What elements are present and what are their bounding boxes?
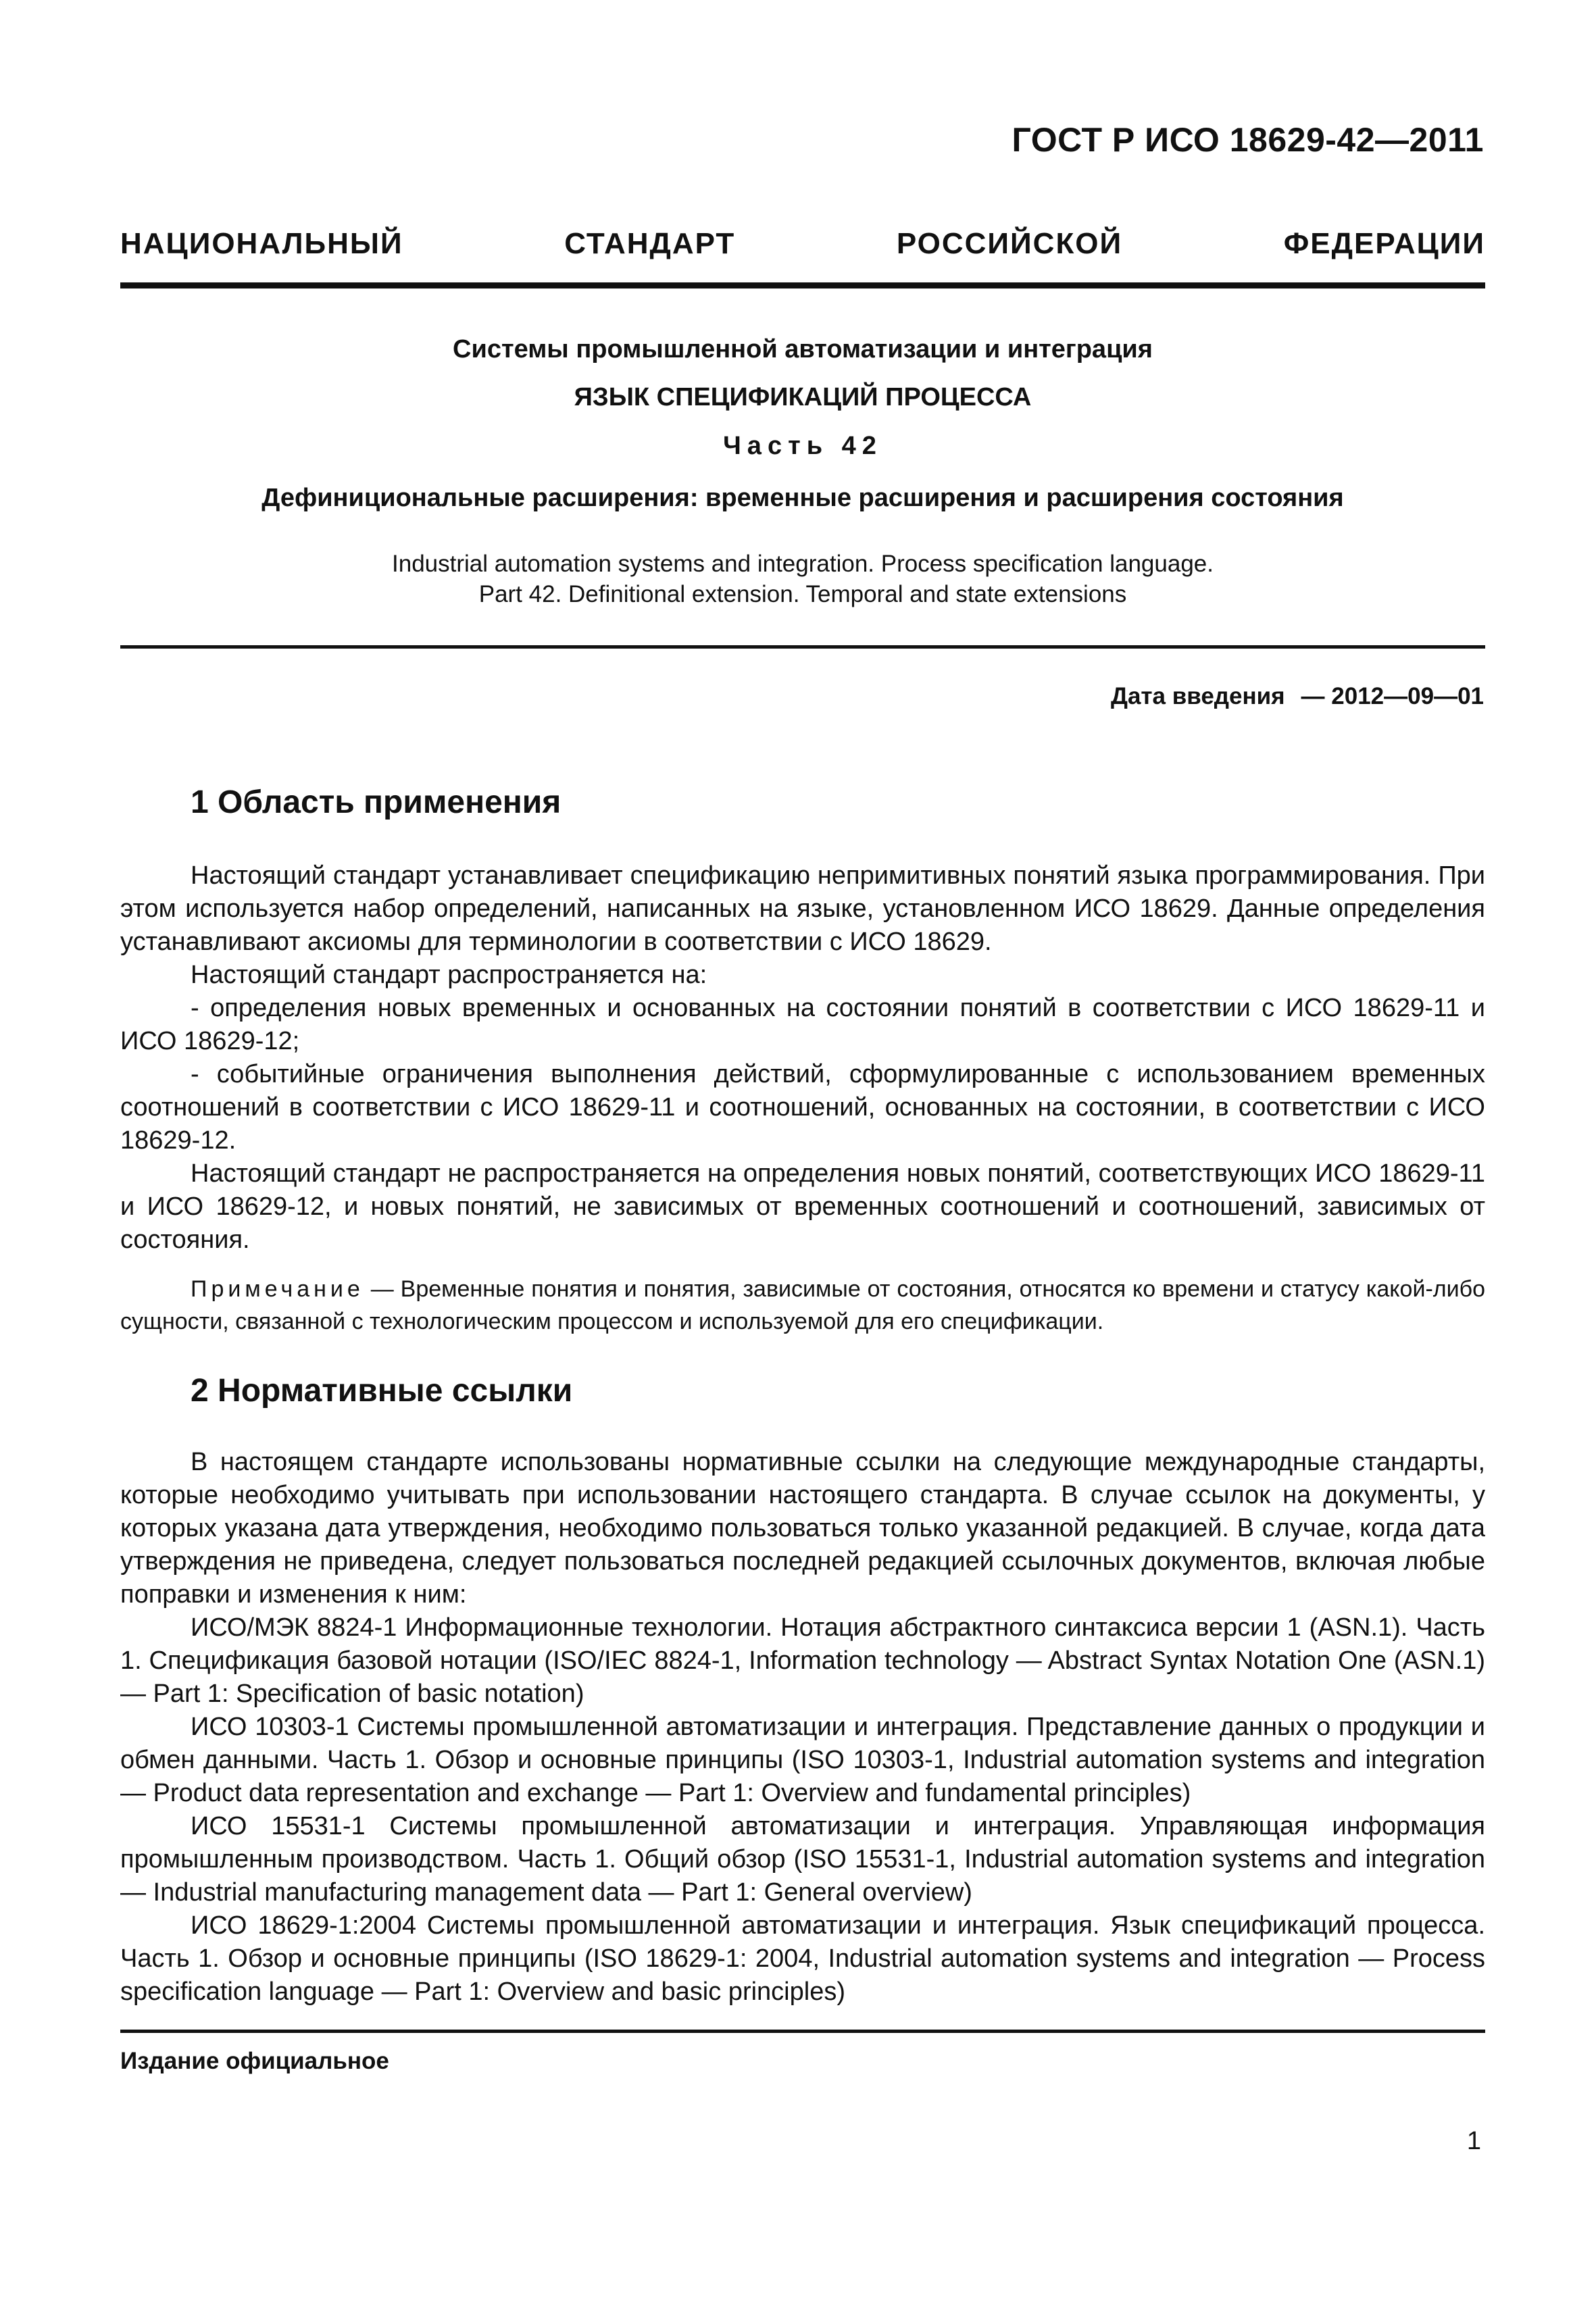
paragraph: Настоящий стандарт устанавливает спецификацию непримитивных понятий языка программирования. При этом используется набор определений, написанных на языке, установленном ИСО 18629. Данные определения устанавливают аксиомы для терминологии в соответствии с ИСО 18629. [120, 861, 1485, 956]
title-line-2: ЯЗЫК СПЕЦИФИКАЦИЙ ПРОЦЕССА [574, 383, 1032, 411]
note-text: — Временные понятия и понятия, зависимые от состояния, относятся ко времени и статусу какой-либо сущности, связанной с технологическим процессом и используемой для его спецификации. [120, 1276, 1485, 1334]
title-line-4: Дефинициональные расширения: временные расширения и расширения состояния [261, 484, 1344, 512]
reference-item: ИСО 15531-1 Системы промышленной автоматизации и интеграция. Управляющая информация промышленным производством. Часть 1. Общий обзор (ISO 15531-1, Industrial automation systems and integration — Industrial manufacturing management data — Part 1: General overview) [120, 1812, 1485, 1907]
introduction-date-label: Дата введения [1111, 683, 1285, 709]
page-number: 1 [1466, 2127, 1481, 2155]
paragraph: Настоящий стандарт не распространяется на определения новых понятий, соответствующих ИСО 18629-11 и ИСО 18629-12, и новых понятий, не зависимых от временных соотношений и соотношений, зависимых от состояния. [120, 1159, 1485, 1254]
english-title-line-1: Industrial automation systems and integration. Process specification language. [392, 551, 1214, 577]
reference-item: ИСО 10303-1 Системы промышленной автоматизации и интеграция. Представление данных о продукции и обмен данными. Часть 1. Обзор и основные принципы (ISO 10303-1, Industrial automation systems and integration — Product data representation and exchange — Part 1: Overview and fundamental principles) [120, 1713, 1485, 1807]
section-heading-normative-references: 2 Нормативные ссылки [191, 1373, 573, 1409]
section-heading-scope: 1 Область применения [191, 784, 562, 820]
reference-item: ИСО 18629-1:2004 Системы промышленной автоматизации и интеграция. Язык спецификаций процесса. Часть 1. Обзор и основные принципы (ISO 18629-1: 2004, Industrial automation systems and integration — Process specification language — Part 1: Overview and basic principles) [120, 1911, 1485, 2006]
reference-item: ИСО/МЭК 8824-1 Информационные технологии. Нотация абстрактного синтаксиса версии 1 (ASN.1). Часть 1. Спецификация базовой нотации (ISO/IEC 8824-1, Information technology — Abstract Syntax Notation One (ASN.1) — Part 1: Specification of basic notation) [120, 1613, 1485, 1708]
title-line-1: Системы промышленной автоматизации и интеграция [453, 335, 1153, 363]
note-label: Примечание [191, 1276, 364, 1302]
title-rule [120, 645, 1485, 649]
title-part: Часть 42 [723, 432, 882, 460]
footer-rule [120, 2030, 1485, 2033]
document-code: ГОСТ Р ИСО 18629-42—2011 [1012, 121, 1484, 159]
paragraph: Настоящий стандарт распространяется на: [191, 961, 707, 989]
section-references-body [120, 1446, 1485, 2009]
english-title-line-2: Part 42. Definitional extension. Temporal and state extensions [478, 581, 1127, 607]
section-scope-body [120, 859, 1485, 1257]
header-rule [120, 282, 1485, 288]
official-edition-label: Издание официальное [120, 2048, 389, 2074]
national-standard-title: НАЦИОНАЛЬНЫЙ СТАНДАРТ РОССИЙСКОЙ ФЕДЕРАЦИИ [120, 227, 1485, 260]
introduction-date [1111, 683, 1484, 710]
note [120, 1273, 1485, 1338]
paragraph: В настоящем стандарте использованы нормативные ссылки на следующие международные стандарты, которые необходимо учитывать при использовании настоящего стандарта. В случае ссылок на документы, у которых указана дата утверждения, необходимо пользоваться только указанной редакцией. В случае, когда дата утверждения не приведена, следует пользоваться последней редакцией ссылочных документов, включая любые поправки и изменения к ним: [120, 1448, 1485, 1609]
introduction-date-value: — 2012—09—01 [1301, 683, 1484, 709]
list-item: - определения новых временных и основанных на состоянии понятий в соответствии с ИСО 18629-11 и ИСО 18629-12; [120, 994, 1485, 1055]
list-item: - событийные ограничения выполнения действий, сформулированные с использованием временных соотношений в соответствии с ИСО 18629-11 и соотношений, основанных на состоянии, в соответствии с ИСО 18629-12. [120, 1060, 1485, 1155]
